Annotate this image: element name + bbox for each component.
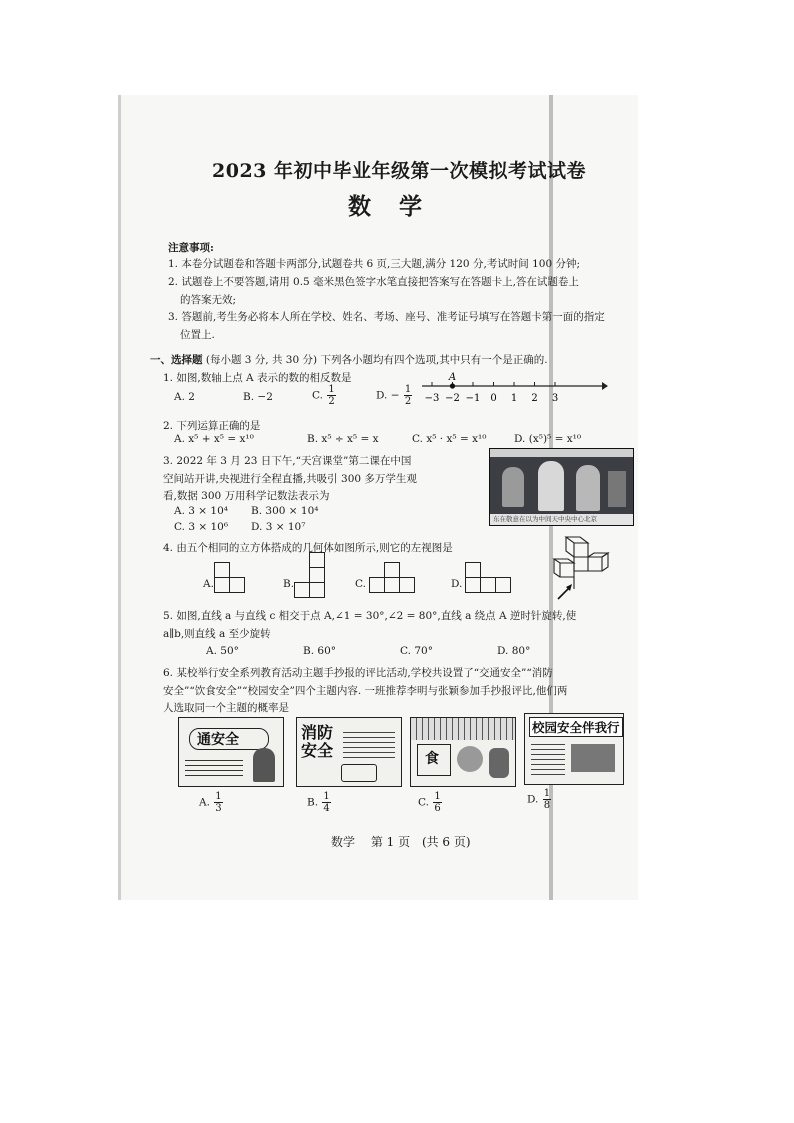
notice-item-3-cont: 位置上.: [180, 329, 215, 341]
q6-option-d: D. $\frac{1}{8}$: [527, 788, 551, 811]
q2-option-a: A. x⁵ + x⁵ = x¹⁰: [174, 433, 254, 445]
q3-option-a: A. 3 × 10⁴: [174, 505, 228, 517]
q5-option-a: A. 50°: [206, 645, 239, 657]
q5-option-b: B. 60°: [303, 645, 337, 657]
q6-b-fraction: $\frac{1}{4}$: [323, 791, 330, 814]
q3-line-2: 空间站开讲,央视进行全程直播,共吸引 300 多万学生观: [163, 473, 417, 485]
number-line-tick-label: 0: [490, 393, 497, 404]
q2-option-b: B. x⁵ ÷ x⁵ = x: [307, 433, 379, 445]
q6-option-c: C. $\frac{1}{6}$: [418, 791, 441, 814]
notice-item-2: 2. 试题卷上不要答题,请用 0.5 毫米黑色签字水笔直接把答案写在答题卡上,答在试题卷上: [168, 276, 579, 288]
q2-stem: 2. 下列运算正确的是: [163, 420, 261, 432]
q1-d-fraction: $\frac{1}{2}$: [404, 384, 412, 407]
q5-line-2: a∥b,则直线 a 至少旋转: [163, 628, 271, 640]
section-1-header: [150, 352, 548, 367]
q3-line-3: 看,数据 300 万用科学记数法表示为: [163, 490, 330, 502]
q4-solid-figure: [548, 533, 614, 601]
photo-caption: 东在敬意在以为中间天中央中心北京: [490, 514, 634, 525]
page-footer: [331, 833, 471, 850]
number-line-figure: [418, 370, 608, 406]
notice-item-2-cont: 的答案无效;: [180, 294, 237, 306]
point-a-marker: [450, 383, 455, 388]
section-instruction: 下列各小题均有四个选项,其中只有一个是正确的.: [320, 354, 548, 366]
q1-option-d: [376, 384, 413, 407]
tiangong-classroom-photo: [489, 448, 634, 526]
q4-option-c-label: C.: [355, 578, 366, 590]
q5-line-1: 5. 如图,直线 a 与直线 c 相交于点 A,∠1 = 30°,∠2 = 80°,直线 a 绕点 A 逆时针旋转,使: [163, 610, 577, 622]
notice-item-1: 1. 本卷分试题卷和答题卡两部分,试题卷共 6 页,三大题,满分 120 分,考试时间 100 分钟;: [168, 258, 581, 270]
footer-subject: 数学: [331, 835, 356, 849]
q1-option-b: B. −2: [243, 391, 273, 403]
number-line-arrow: [602, 382, 608, 390]
q6-option-a: A. $\frac{1}{3}$: [199, 791, 222, 814]
q4-stem: 4. 由五个相同的立方体搭成的几何体如图所示,则它的左视图是: [163, 542, 453, 554]
astronaut-figure-2: [538, 461, 564, 511]
q3-option-b: B. 300 × 10⁴: [251, 505, 319, 517]
poster-traffic-safety: 通安全: [178, 717, 284, 787]
poster-food-safety: 食: [410, 717, 516, 787]
section-scoring: (每小题 3 分, 共 30 分): [205, 354, 318, 366]
q1-stem: 1. 如图,数轴上点 A 表示的数的相反数是: [163, 372, 352, 384]
q1-option-a: A. 2: [174, 391, 195, 403]
number-line-tick-label: −1: [465, 393, 481, 404]
q3-line-1: 3. 2022 年 3 月 23 日下午,“天宫课堂”第二课在中国: [163, 455, 412, 467]
footer-total: (共 6 页): [421, 835, 471, 849]
poster-fire-safety: 消防安全: [296, 717, 402, 787]
q6-a-fraction: $\frac{1}{3}$: [215, 791, 222, 814]
q5-option-c: C. 70°: [400, 645, 433, 657]
q6-d-fraction: $\frac{1}{8}$: [543, 788, 551, 811]
q3-option-d: D. 3 × 10⁷: [251, 521, 306, 533]
q4-option-a-label: A.: [203, 578, 214, 590]
poster-campus-safety: 校园安全伴我行: [524, 713, 624, 785]
q1-c-label: C.: [312, 389, 323, 402]
q6-line-2: 安全”“饮食安全”“校园安全”四个主题内容. 一班推荐李明与张颖参加手抄报评比,他们两: [163, 685, 568, 697]
q6-line-3: 人选取同一个主题的概率是: [163, 702, 289, 714]
footer-page: 第 1 页: [370, 835, 411, 849]
q1-option-c: [312, 384, 337, 407]
q1-c-fraction: $\frac{1}{2}$: [328, 384, 335, 407]
subject-title: 数学: [348, 193, 450, 220]
section-heading: 一、选择题: [150, 354, 203, 366]
number-line-tick-label: 2: [531, 393, 538, 404]
number-line-tick-label: −3: [424, 393, 440, 404]
q2-option-c: C. x⁵ · x⁵ = x¹⁰: [412, 433, 487, 445]
number-line-tick-label: 1: [510, 393, 518, 404]
q4-option-d-label: D.: [451, 578, 463, 590]
q6-line-1: 6. 某校举行安全系列教育活动主题手抄报的评比活动,学校共设置了“交通安全”“消防: [163, 667, 553, 679]
astronaut-figure-3: [576, 465, 600, 511]
q6-option-b: B. $\frac{1}{4}$: [307, 791, 330, 814]
q4-option-b-label: B.: [283, 578, 295, 590]
notice-heading: 注意事项:: [168, 242, 214, 254]
number-line-tick-label: 3: [551, 393, 559, 404]
q1-d-label: D. −: [376, 389, 400, 402]
q6-c-fraction: $\frac{1}{6}$: [434, 791, 441, 814]
exam-title: 2023 年初中毕业年级第一次模拟考试试卷: [212, 160, 586, 182]
q2-option-d: D. (x⁵)⁵ = x¹⁰: [514, 433, 582, 445]
point-a-label: A: [448, 372, 457, 383]
notice-item-3: 3. 答题前,考生务必将本人所在学校、姓名、考场、座号、准考证号填写在答题卡第一面的指定: [168, 311, 605, 323]
number-line-tick-label: −2: [445, 393, 460, 404]
q5-option-d: D. 80°: [497, 645, 531, 657]
q3-option-c: C. 3 × 10⁶: [174, 521, 229, 533]
astronaut-figure-1: [502, 467, 524, 507]
